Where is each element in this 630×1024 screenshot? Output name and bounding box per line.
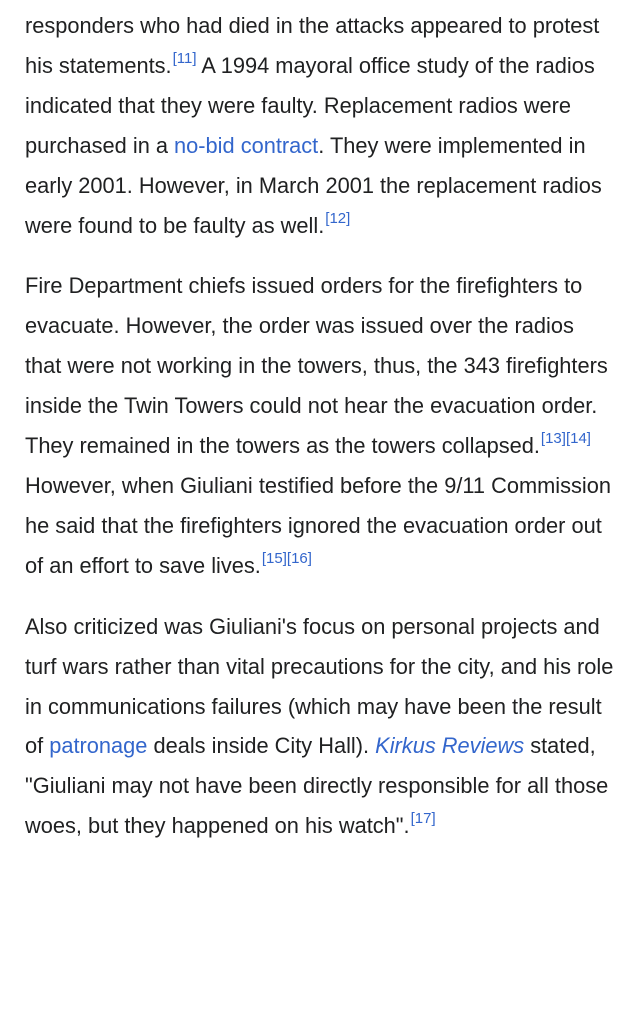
link-no-bid-contract[interactable]: no-bid contract — [174, 132, 319, 158]
paragraph-text: deals inside City Hall). — [147, 733, 376, 759]
citation-13[interactable]: [13] — [540, 430, 566, 448]
paragraph-text: responders who had died in the attacks appeared to protest his statements. — [25, 13, 600, 78]
paragraph-radios — [25, 6, 615, 245]
citation-12[interactable]: [12] — [325, 209, 351, 227]
paragraph-evacuation — [25, 266, 615, 585]
paragraph-text: stated, "Giuliani may not have been directly responsible for all those woes, but they happened on his watch". — [25, 733, 609, 839]
citation-17[interactable]: [17] — [410, 810, 436, 828]
citation-14[interactable]: [14] — [565, 430, 591, 448]
paragraph-text: Fire Department chiefs issued orders for the firefighters to evacuate. However, the order was issued over the radios that were not working in the towers, thus, the 343 firefighters inside the Twin Towers could not hear the evacuation order. They remained in the towers as the towers collapsed. — [25, 273, 608, 459]
article-body — [25, 6, 615, 867]
paragraph-text: However, when Giuliani testified before the 9/11 Commission he said that the firefighters ignored the evacuation order out of an effort to save lives. — [25, 472, 611, 578]
citation-16[interactable]: [16] — [286, 549, 312, 567]
citation-15[interactable]: [15] — [261, 549, 287, 567]
paragraph-text: A 1994 mayoral office study of the radios indicated that they were faulty. Replacement radios were purchased in a — [25, 52, 595, 158]
link-patronage[interactable]: patronage — [49, 733, 148, 759]
paragraph-text: Also criticized was Giuliani's focus on personal projects and turf wars rather than vital precautions for the city, and his role in communications failures (which may have been the result of — [25, 613, 614, 759]
paragraph-text: . They were implemented in early 2001. However, in March 2001 the replacement radios were found to be faulty as well. — [25, 132, 602, 238]
paragraph-criticism — [25, 607, 615, 846]
link-kirkus-reviews[interactable]: Kirkus Reviews — [375, 733, 525, 759]
citation-11[interactable]: [11] — [172, 49, 197, 67]
